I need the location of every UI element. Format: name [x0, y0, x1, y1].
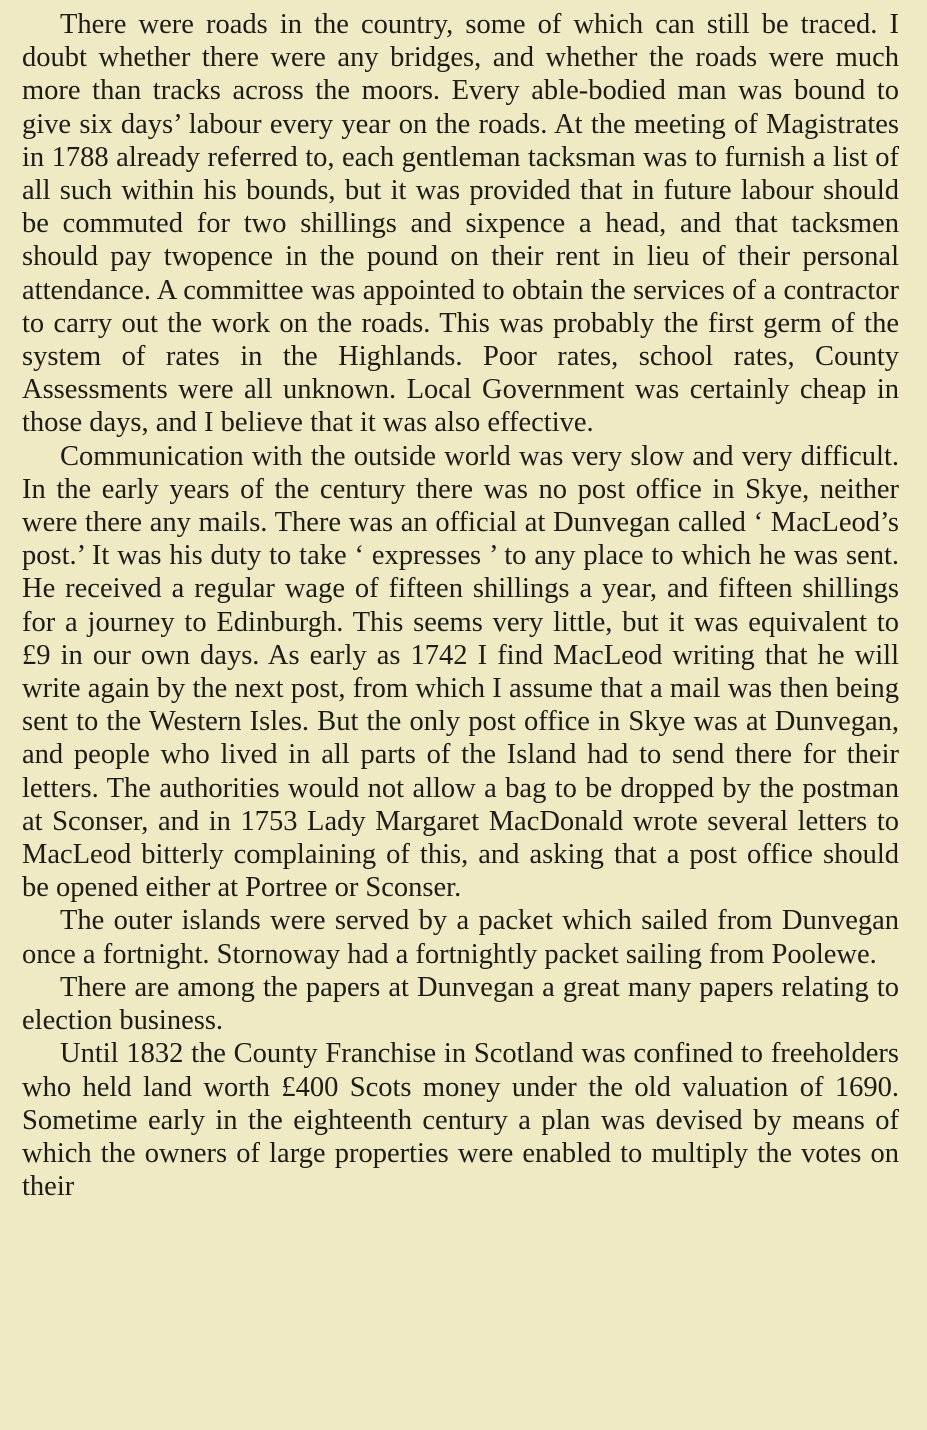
paragraph-roads: There were roads in the country, some of which can still be traced. I doubt whether there were any bridges, and whether the roads were much more than tracks across the moors. Every able-bodied man was bound to give six days’ labour every year on the roads. At the meeting of Magistrates in 1788 already referred to, each gentleman tacksman was to furnish a list of all such within his bounds, but it was provided that in future labour should be commuted for two shillings and sixpence a head, and that tacksmen should pay twopence in the pound on their rent in lieu of their personal attendance. A committee was appointed to obtain the services of a contractor to carry out the work on the roads. This was probably the first germ of the system of rates in the Highlands. Poor rates, school rates, County Assessments were all unknown. Local Government was certainly cheap in those days, and I believe that it was also effective.	[22, 9, 899, 439]
paragraph-outer-islands: The outer islands were served by a packet which sailed from Dunvegan once a fortnight. Stornoway had a fortnightly packet sailing from Poolewe.	[22, 905, 899, 970]
paragraph-election-papers: There are among the papers at Dunvegan a great many papers relating to election business.	[22, 971, 899, 1037]
paragraph-communication: Communication with the outside world was very slow and very difficult. In the early years of the century there was no post office in Skye, neither were there any mails. There was an official at Dunvegan called ‘ MacLeod’s post.’ It was his duty to take ‘ expresses ’ to any place to which he was sent. He received a regular wage of fifteen shillings a year, and fifteen shillings for a journey to Edinburgh. This seems very little, but it was equivalent to £9 in our own days. As early as 1742 I find MacLeod writing that he will write again by the next post, from which I assume that a mail was then being sent to the Western Isles. But the only post office in Skye was at Dunvegan, and people who lived in all parts of the Island had to send there for their letters. The authorities would not allow a bag to be dropped by the postman at Sconser, and in 1753 Lady Margaret MacDonald wrote several letters to MacLeod bitterly complaining of this, and asking that a post office should be opened either at Portree or Sconser.	[22, 440, 899, 904]
paragraph-county-franchise: Until 1832 the County Franchise in Scotland was confined to freeholders who held land worth £400 Scots money under the old valuation of 1690. Sometime early in the eighteenth century a plan was devised by means of which the owners of large properties were enabled to multiply the votes on their	[22, 1038, 899, 1203]
